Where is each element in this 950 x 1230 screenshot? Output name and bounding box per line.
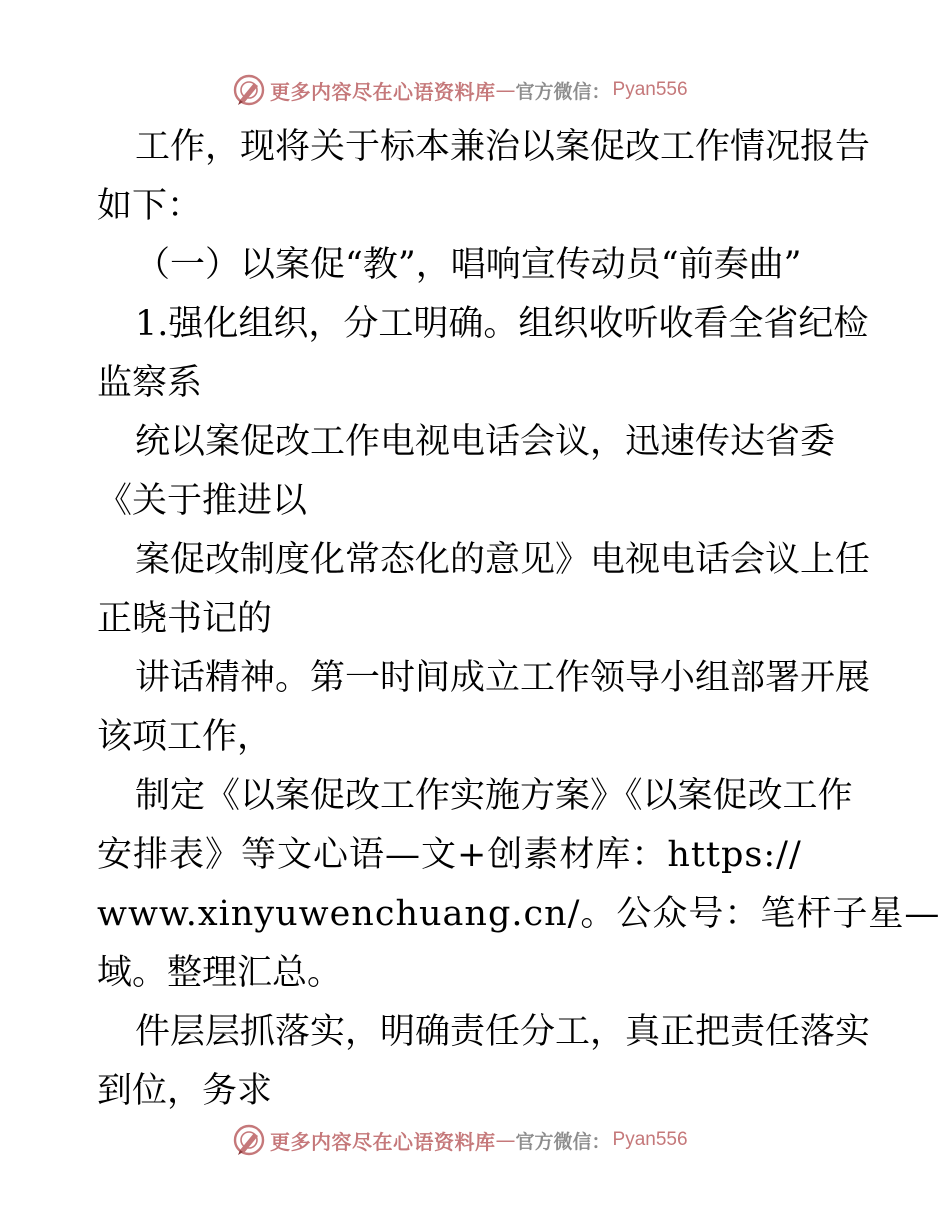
banner-separator: — bbox=[495, 1128, 516, 1152]
footer-banner bbox=[232, 1120, 712, 1160]
text-line: 统以案促改工作电视电话会议，迅速传达省委 bbox=[135, 422, 836, 462]
banner-main-text: 更多内容尽在心语资料库 bbox=[270, 1129, 496, 1154]
text-line: 如下： bbox=[97, 186, 203, 226]
text-line: 该项工作， bbox=[97, 717, 273, 757]
header-banner bbox=[232, 70, 712, 110]
text-line: 《关于推进以 bbox=[97, 481, 308, 521]
text-line: 工作，现将关于标本兼治以案促改工作情况报告 bbox=[135, 127, 871, 167]
text-line: 讲话精神。第一时间成立工作领导小组部署开展 bbox=[135, 658, 871, 698]
pen-logo-icon bbox=[232, 73, 266, 107]
text-line: 正晓书记的 bbox=[97, 599, 273, 639]
text-line: 制定《以案促改工作实施方案》《以案促改工作 bbox=[135, 776, 853, 816]
banner-official-label: 官方微信： bbox=[515, 80, 611, 103]
text-line: www.xinyuwenchuang.cn/。公众号：笔杆子星— bbox=[97, 894, 941, 934]
banner-separator: — bbox=[495, 78, 516, 102]
text-line: 域。整理汇总。 bbox=[97, 953, 343, 993]
banner-wechat-id: Pyan556 bbox=[612, 79, 688, 100]
text-line: 安排表》等文心语—文+创素材库：https:// bbox=[97, 835, 802, 875]
section-heading: （一）以案促“教”，唱响宣传动员“前奏曲” bbox=[135, 245, 802, 285]
text-line: 监察系 bbox=[97, 363, 203, 403]
banner-main-text: 更多内容尽在心语资料库 bbox=[270, 79, 496, 104]
body-text bbox=[97, 118, 941, 1121]
banner-wechat-id: Pyan556 bbox=[612, 1129, 688, 1150]
text-line: 件层层抓落实，明确责任分工，真正把责任落实 bbox=[135, 1012, 871, 1052]
text-line: 案促改制度化常态化的意见》电视电话会议上任 bbox=[135, 540, 871, 580]
text-line: 1.强化组织，分工明确。组织收听收看全省纪检 bbox=[135, 304, 869, 344]
banner-official-label: 官方微信： bbox=[515, 1130, 611, 1153]
pen-logo-icon bbox=[232, 1123, 266, 1157]
text-line: 到位，务求 bbox=[97, 1071, 273, 1111]
